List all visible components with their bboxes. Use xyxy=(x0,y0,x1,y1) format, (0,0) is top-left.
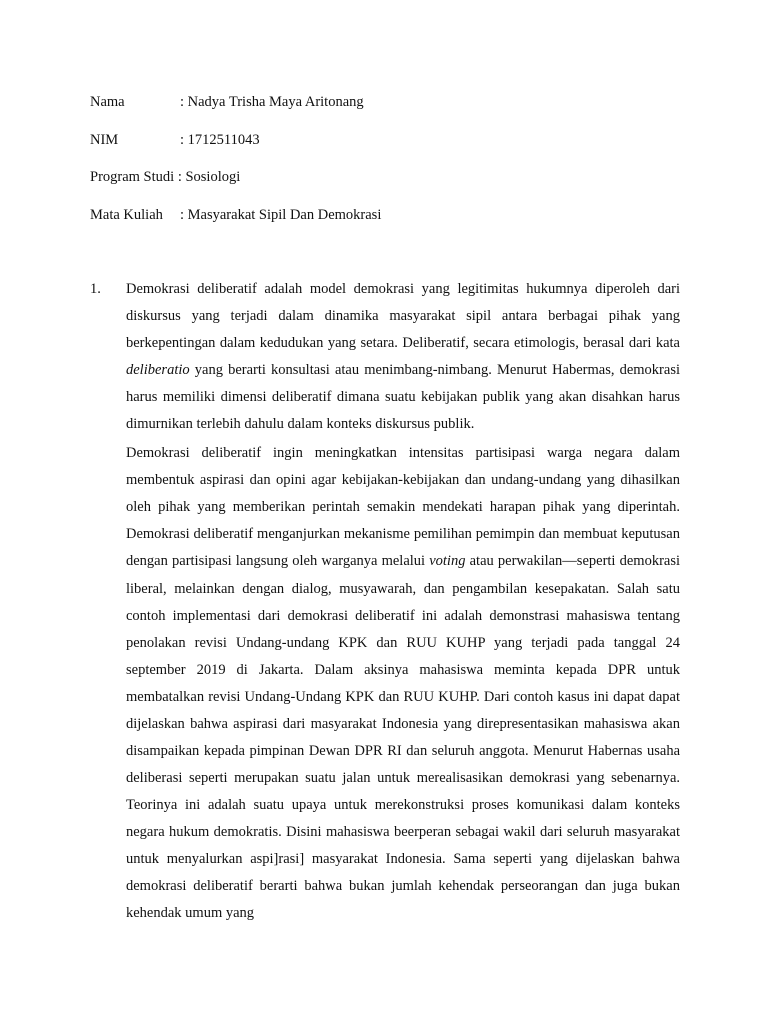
info-label: NIM xyxy=(90,131,119,148)
info-label: Program Studi xyxy=(90,169,175,185)
info-row-mata-kuliah xyxy=(90,205,690,243)
list-item-number: 1. xyxy=(90,281,101,297)
paragraph-text: atau perwakilan—seperti demokrasi liberal, melainkan dengan dialog, musyawarah, dan pengambilan kesepakatan. Salah satu contoh implementasi dari demokrasi deliberatif ini adalah demonstrasi mahasiswa tentang penolakan revisi Undang-undang KPK dan RUU KUHP yang terjadi pada tanggal 24 september 2019 di Jakarta. Dalam aksinya mahasiswa meminta kepada DPR untuk membatalkan revisi Undang-Undang KPK dan RUU KUHP. Dari contoh kasus ini dapat dapat dijelaskan bahwa aspirasi dari masyarakat Indonesia yang direpresentasikan mahasiswa akan disampaikan kepada pimpinan Dewan DPR RI dan seluruh anggota. Menurut Habernas usaha deliberasi seperti merupakan suatu jalan untuk merealisasikan demokrasi yang sebenarnya. Teorinya ini adalah suatu upaya untuk merekonstruksi proses komunikasi dalam konteks negara hukum demokratis. Disini mahasiswa beerperan sebagai wakil dari seluruh masyarakat untuk menyalurkan aspi]rasi] masyarakat Indonesia. Sama seperti yang dijelaskan bahwa demokrasi deliberatif berarti bahwa bukan jumlah kehendak perseorangan dan juga bukan kehendak umum yang xyxy=(126,553,681,922)
italic-term: deliberatio xyxy=(126,362,190,379)
info-value: : Sosiologi xyxy=(177,169,241,185)
info-row-program-studi xyxy=(90,167,690,205)
paragraph-1 xyxy=(126,276,680,438)
info-row-nim xyxy=(90,130,690,168)
info-row-nama xyxy=(90,92,690,130)
paragraph-text: Demokrasi deliberatif ingin meningkatkan intensitas partisipasi warga negara dalam membentuk aspirasi dan opini agar kebijakan-kebijakan dan undang-undang yang dihasilkan oleh pihak yang memberikan perintah semakin mendekati harapan pihak yang diperintah. Demokrasi deliberatif menganjurkan mekanisme pemilihan pemimpin dan membuat keputusan dengan partisipasi langsung oleh warganya melalui xyxy=(126,445,680,570)
paragraph-2 xyxy=(126,440,680,927)
info-label: Mata Kuliah xyxy=(90,206,163,223)
paragraph-text: yang berarti konsultasi atau menimbang-nimbang. Menurut Habermas, demokrasi harus memiliki dimensi deliberatif dimana suatu kebijakan publik yang akan disahkan harus dimurnikan terlebih dahulu dalam konteks diskursus publik. xyxy=(126,362,680,433)
info-label: Nama xyxy=(90,94,125,110)
paragraph-text: Demokrasi deliberatif adalah model demokrasi yang legitimitas hukumnya diperoleh dari diskursus yang terjadi dalam dinamika masyarakat sipil antara berbagai pihak yang berkepentingan dalam kedudukan yang setara. Deliberatif, secara etimologis, berasal dari kata xyxy=(126,281,680,352)
info-value: : Masyarakat Sipil Dan Demokrasi xyxy=(180,206,382,223)
list-item-body xyxy=(126,276,680,927)
italic-term: voting xyxy=(429,553,466,570)
student-info xyxy=(90,92,690,242)
info-value: : Nadya Trisha Maya Aritonang xyxy=(180,94,364,110)
info-value: : 1712511043 xyxy=(180,131,260,148)
